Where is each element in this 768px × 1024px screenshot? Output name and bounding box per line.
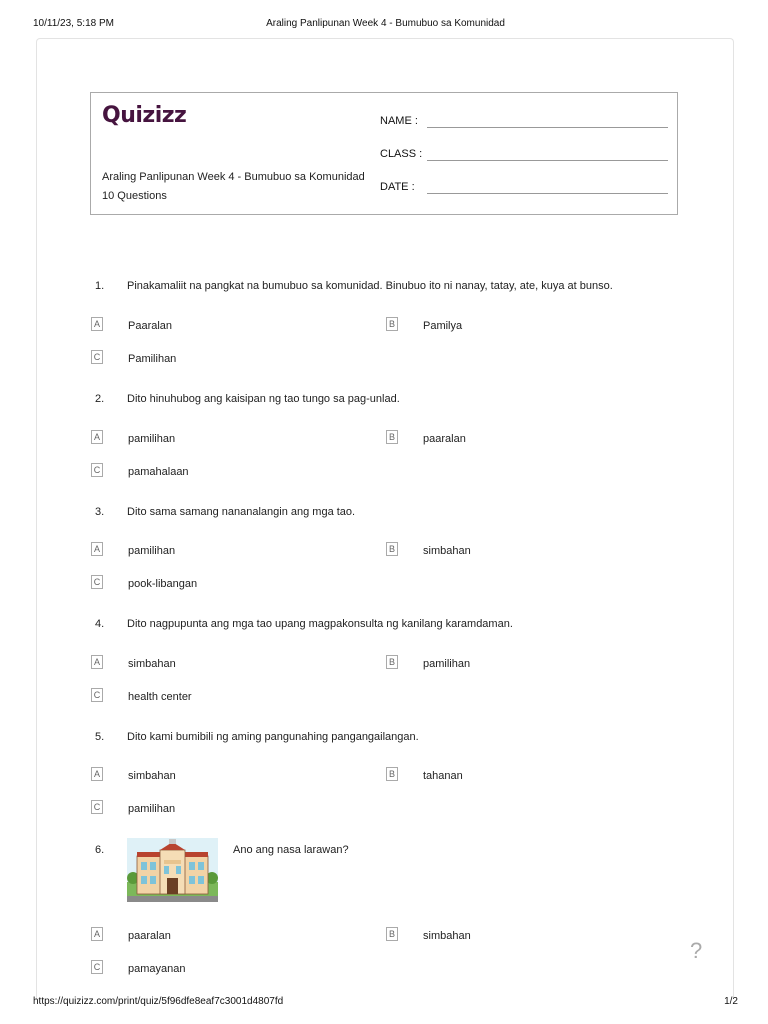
option-text: pamilihan [128,803,176,815]
option-letter-box: B [386,317,398,331]
print-doc-title: Araling Panlipunan Week 4 - Bumubuo sa Komunidad [266,18,505,29]
class-line [427,160,668,161]
option-text: Pamilihan [128,353,177,365]
option-letter-box: A [91,927,103,941]
option-text: pamayanan [128,963,186,975]
option-letter-box: A [91,542,103,556]
option-letter-box: A [91,430,103,444]
option-letter-box: B [386,767,398,781]
option-text: paaralan [423,433,466,445]
option-letter-box: C [91,960,103,974]
option-text: Paaralan [128,320,173,332]
option-text: simbahan [128,658,176,670]
name-line [427,127,668,128]
option-text: pamahalaan [128,466,189,478]
option-text: Pamilya [423,320,463,332]
quiz-title: Araling Panlipunan Week 4 - Bumubuo sa Komunidad [102,171,365,183]
option-letter-box: B [386,927,398,941]
date-line [427,193,668,194]
print-url: https://quizizz.com/print/quiz/5f96dfe8eaf7c3001d4807fd [33,996,284,1007]
class-label: CLASS : [380,148,423,160]
question-text: Ano ang nasa larawan? [233,844,349,856]
print-footer [33,996,738,1010]
option-letter-box: C [91,688,103,702]
option-letter-box: C [91,575,103,589]
option-text: simbahan [423,545,471,557]
building-image [127,838,218,902]
option-letter-box: A [91,317,103,331]
print-header [33,18,738,32]
option-text: pamilihan [423,658,471,670]
question-number: 5. [95,731,105,743]
question-count: 10 Questions [102,190,167,202]
question-number: 6. [95,844,105,856]
option-text: health center [128,691,192,703]
question-mark-icon[interactable]: ? [690,938,703,963]
question-number: 4. [95,618,105,630]
option-letter-box: B [386,655,398,669]
date-label: DATE : [380,181,415,193]
question-text: Dito hinuhubog ang kaisipan ng tao tungo sa pag-unlad. [127,393,400,405]
option-letter-box: B [386,542,398,556]
question-number: 1. [95,280,105,292]
option-text: simbahan [423,930,471,942]
option-letter-box: A [91,655,103,669]
option-text: tahanan [423,770,463,782]
question-text: Dito sama samang nananalangin ang mga tao. [127,506,356,518]
question-text: Pinakamaliit na pangkat na bumubuo sa komunidad. Binubuo ito ni nanay, tatay, ate, kuya at bunso. [127,280,613,292]
print-datetime: 10/11/23, 5:18 PM [33,18,114,29]
page-number: 1/2 [724,996,738,1007]
quiz-header-box [90,92,678,215]
option-text: pamilihan [128,545,176,557]
option-letter-box: C [91,800,103,814]
question-text: Dito kami bumibili ng aming pangunahing pangangailangan. [127,731,419,743]
option-text: pamilihan [128,433,176,445]
option-text: paaralan [128,930,171,942]
option-text: simbahan [128,770,176,782]
option-letter-box: C [91,350,103,364]
question-number: 2. [95,393,105,405]
option-text: pook-libangan [128,578,198,590]
quizizz-logo: Quizizz [102,103,187,128]
option-letter-box: A [91,767,103,781]
name-label: NAME : [380,115,418,127]
question-number: 3. [95,506,105,518]
option-letter-box: C [91,463,103,477]
question-text: Dito nagpupunta ang mga tao upang magpakonsulta ng kanilang karamdaman. [127,618,513,630]
option-letter-box: B [386,430,398,444]
